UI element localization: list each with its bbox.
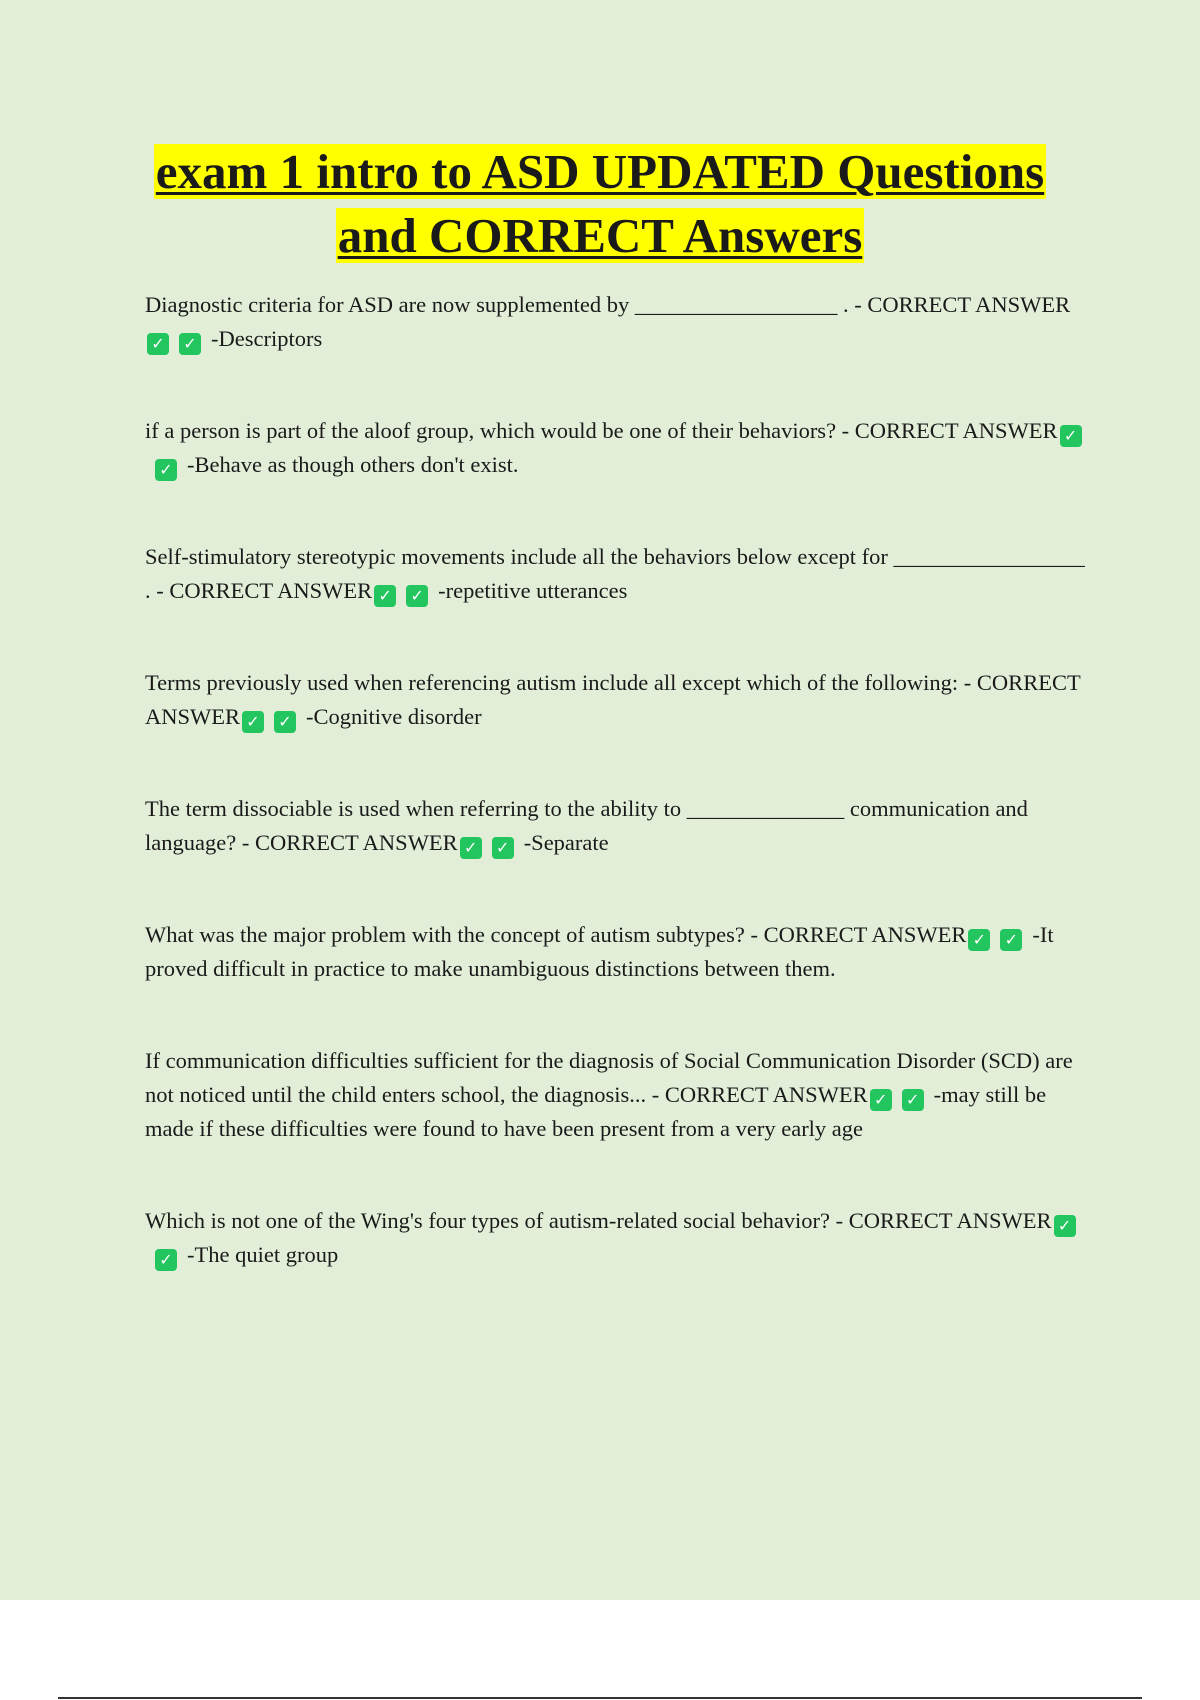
checkmark-icon: ✓ (179, 333, 201, 355)
qa-item (145, 792, 1090, 860)
qa-item (145, 540, 1090, 608)
question-text: If communication difficulties sufficient for the diagnosis of Social Communication Disorder (SCD) are not noticed until the child enters school, the diagnosis... - CORRECT ANSWER (145, 1048, 1073, 1107)
document-title (100, 140, 1100, 268)
checkmark-icon: ✓ (870, 1089, 892, 1111)
checkmark-icon: ✓ (374, 585, 396, 607)
checkmark-icon: ✓ (902, 1089, 924, 1111)
question-text: The term dissociable is used when referring to the ability to ______________ communication and language? - CORRECT ANSWER (145, 796, 1028, 855)
footer-rule (58, 1697, 1142, 1699)
qa-item (145, 1204, 1090, 1272)
answer-text: -Behave as though others don't exist. (187, 452, 519, 477)
qa-item (145, 1044, 1090, 1146)
qa-item (145, 666, 1090, 734)
question-text: if a person is part of the aloof group, which would be one of their behaviors? - CORRECT ANSWER (145, 418, 1058, 443)
title-line-2: and CORRECT Answers (337, 208, 863, 263)
qa-item (145, 414, 1090, 482)
checkmark-icon: ✓ (155, 1249, 177, 1271)
answer-text: -Cognitive disorder (306, 704, 482, 729)
checkmark-icon: ✓ (460, 837, 482, 859)
checkmark-icon: ✓ (1000, 929, 1022, 951)
qa-item (145, 918, 1090, 986)
answer-text: -The quiet group (187, 1242, 339, 1267)
question-text: Diagnostic criteria for ASD are now supplemented by __________________ . - CORRECT ANSWER (145, 292, 1071, 317)
qa-item (145, 288, 1090, 356)
checkmark-icon: ✓ (1054, 1215, 1076, 1237)
answer-text: -repetitive utterances (438, 578, 628, 603)
answer-text: -Descriptors (211, 326, 323, 351)
question-text: Terms previously used when referencing autism include all except which of the following: - CORRECT ANSWER (145, 670, 1081, 729)
answer-text: -may still be made if these difficulties were found to have been present from a very early age (145, 1082, 1047, 1141)
checkmark-icon: ✓ (155, 459, 177, 481)
checkmark-icon: ✓ (1060, 425, 1082, 447)
answer-text: -Separate (523, 830, 609, 855)
question-text: What was the major problem with the concept of autism subtypes? - CORRECT ANSWER (145, 922, 967, 947)
checkmark-icon: ✓ (492, 837, 514, 859)
qa-list (145, 288, 1090, 1330)
checkmark-icon: ✓ (274, 711, 296, 733)
checkmark-icon: ✓ (968, 929, 990, 951)
checkmark-icon: ✓ (406, 585, 428, 607)
checkmark-icon: ✓ (242, 711, 264, 733)
checkmark-icon: ✓ (147, 333, 169, 355)
question-text: Self-stimulatory stereotypic movements include all the behaviors below except for _________________ . - CORRECT ANSWER (145, 544, 1085, 603)
answer-text: -It proved difficult in practice to make unambiguous distinctions between them. (145, 922, 1054, 981)
question-text: Which is not one of the Wing's four types of autism-related social behavior? - CORRECT ANSWER (145, 1208, 1052, 1233)
title-line-1: exam 1 intro to ASD UPDATED Questions (155, 144, 1045, 199)
